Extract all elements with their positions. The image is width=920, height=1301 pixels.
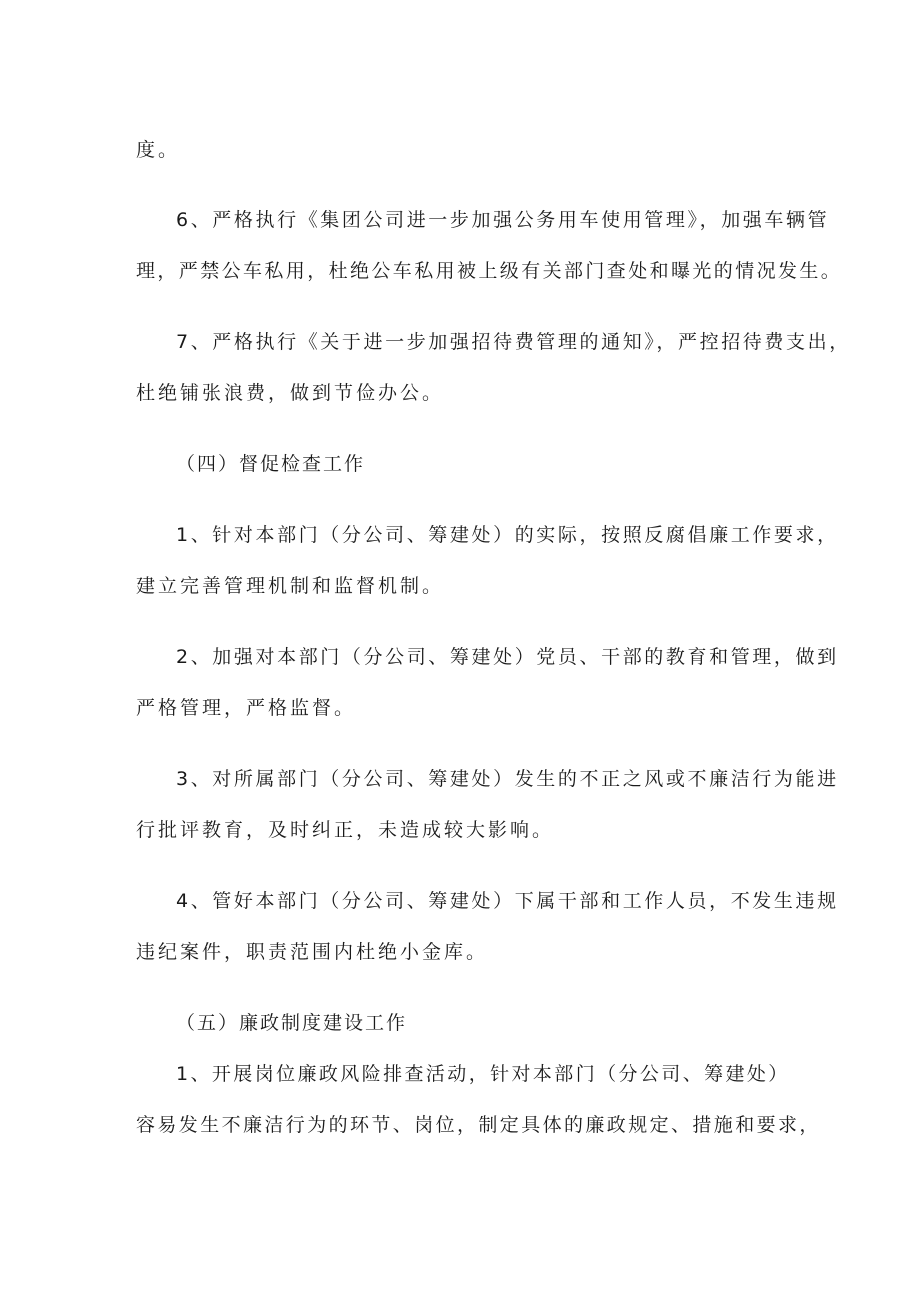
- text-line-supervision-3-end: 行批评教育，及时纠正，未造成较大影响。: [136, 819, 555, 841]
- text-line-item-6-start: 6、严格执行《集团公司进一步加强公务用车使用管理》，加强车辆管: [176, 209, 830, 231]
- text-line-continuation: 度。: [136, 139, 181, 161]
- text-line-supervision-2-start: 2、加强对本部门（分公司、筹建处）党员、干部的教育和管理，做到: [176, 646, 839, 668]
- text-line-supervision-4-end: 违纪案件，职责范围内杜绝小金库。: [136, 941, 489, 963]
- text-line-item-7-start: 7、严格执行《关于进一步加强招待费管理的通知》，严控招待费支出，: [176, 331, 851, 353]
- text-line-supervision-3-start: 3、对所属部门（分公司、筹建处）发生的不正之风或不廉洁行为能进: [176, 768, 839, 790]
- text-line-integrity-1-start: 1、开展岗位廉政风险排查活动，针对本部门（分公司、筹建处）: [176, 1063, 790, 1085]
- section-heading-integrity-system: （五）廉政制度建设工作: [176, 1012, 408, 1034]
- text-line-integrity-1-end: 容易发生不廉洁行为的环节、岗位，制定具体的廉政规定、措施和要求，: [136, 1114, 821, 1136]
- text-line-supervision-2-end: 严格管理，严格监督。: [136, 697, 357, 719]
- section-heading-supervision: （四）督促检查工作: [176, 453, 366, 475]
- text-line-supervision-1-start: 1、针对本部门（分公司、筹建处）的实际，按照反腐倡廉工作要求，: [176, 524, 839, 546]
- text-line-supervision-1-end: 建立完善管理机制和监督机制。: [136, 575, 445, 597]
- text-line-item-7-end: 杜绝铺张浪费，做到节俭办公。: [136, 382, 445, 404]
- text-line-supervision-4-start: 4、管好本部门（分公司、筹建处）下属干部和工作人员，不发生违规: [176, 890, 839, 912]
- text-line-item-6-end: 理，严禁公车私用，杜绝公车私用被上级有关部门查处和曝光的情况发生。: [136, 260, 843, 282]
